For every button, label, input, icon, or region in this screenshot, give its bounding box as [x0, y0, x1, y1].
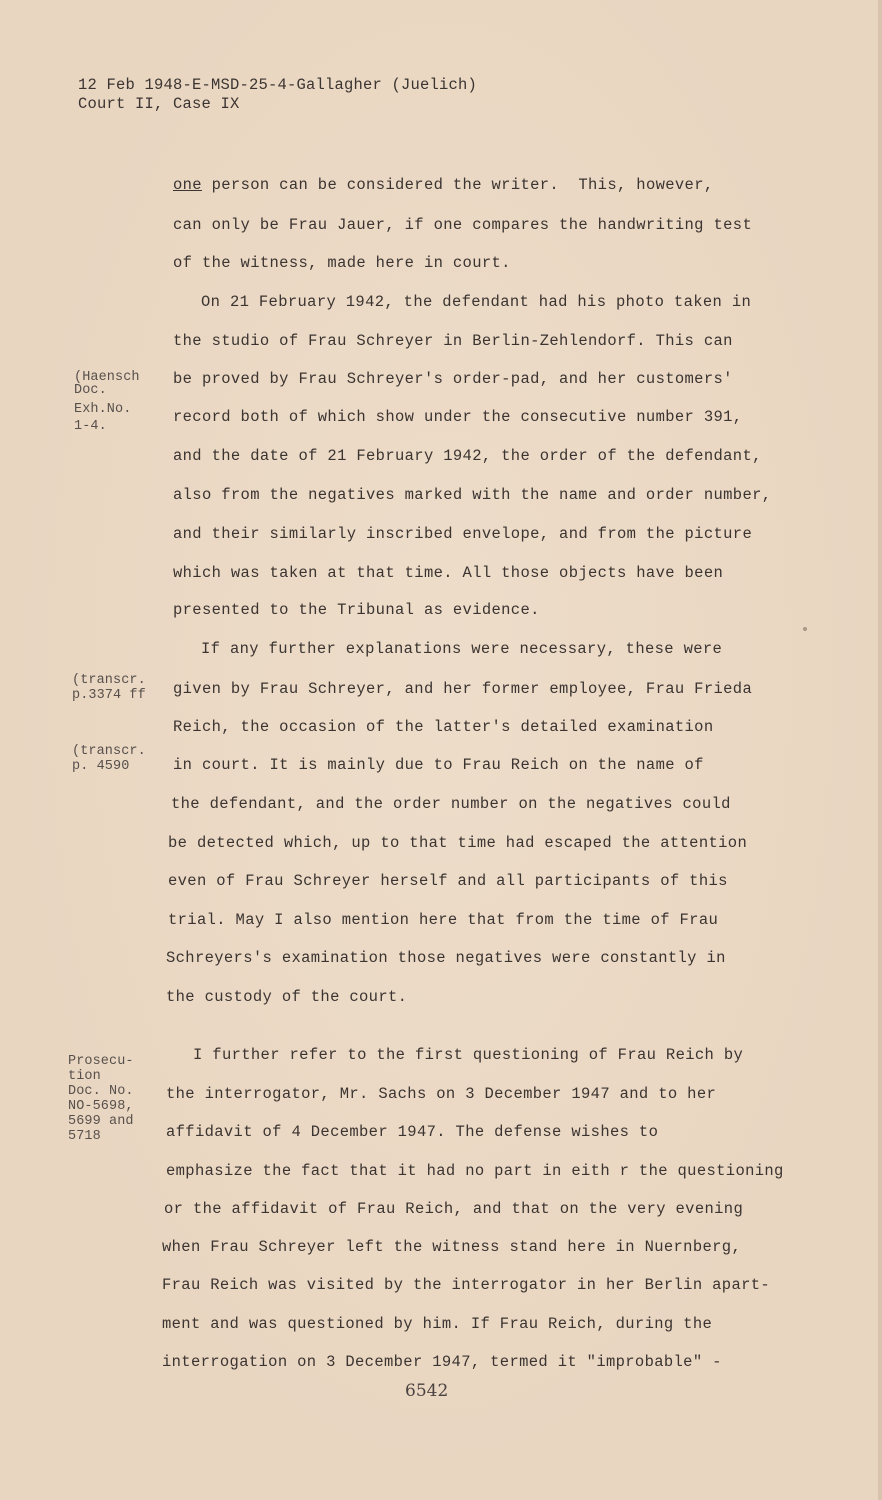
body-line: interrogation on 3 December 1947, termed it "improbable" - — [162, 1353, 722, 1371]
margin-note-transcr-4590: (transcr. p. 4590 — [72, 744, 146, 774]
body-line: of the witness, made here in court. — [173, 254, 511, 272]
body-line: emphasize the fact that it had no part in eith r the questioning — [166, 1162, 784, 1180]
body-line: or the affidavit of Frau Reich, and that on the very evening — [164, 1200, 744, 1218]
page-edge — [878, 0, 882, 1500]
body-line: in court. It is mainly due to Frau Reich on the name of — [173, 756, 704, 774]
body-line: Frau Reich was visited by the interrogator in her Berlin apart- — [162, 1276, 771, 1294]
body-line: record both of which show under the consecutive number 391, — [173, 408, 743, 426]
body-line: Schreyers's examination those negatives were constantly in — [166, 949, 726, 967]
underlined-word: one — [173, 176, 202, 194]
body-line: the custody of the court. — [166, 988, 408, 1006]
body-line: the interrogator, Mr. Sachs on 3 December 1947 and to her — [166, 1085, 717, 1103]
body-line: and their similarly inscribed envelope, and from the picture — [173, 525, 753, 543]
body-line: trial. May I also mention here that from the time of Frau — [168, 911, 719, 929]
body-line: also from the negatives marked with the name and order number, — [173, 486, 772, 504]
document-header — [78, 76, 477, 114]
paper-speck — [803, 627, 807, 631]
body-line: one person can be considered the writer. This, however, — [173, 176, 714, 194]
body-line: be proved by Frau Schreyer's order-pad, and her customers' — [173, 370, 733, 388]
body-line: and the date of 21 February 1942, the order of the defendant, — [173, 447, 762, 465]
header-line-1: 12 Feb 1948-E-MSD-25-4-Gallagher (Juelich) — [78, 76, 478, 94]
body-line: be detected which, up to that time had escaped the attention — [168, 834, 748, 852]
page-number: 6542 — [405, 1381, 449, 1401]
body-line: the defendant, and the order number on the negatives could — [171, 795, 731, 813]
margin-note-haensch: (Haensch Doc. Exh.No. 1-4. — [74, 370, 140, 434]
body-line: affidavit of 4 December 1947. The defense wishes to — [166, 1123, 659, 1141]
body-line: when Frau Schreyer left the witness stand here in Nuernberg, — [162, 1238, 742, 1256]
margin-note-transcr-3374: (transcr. p.3374 ff — [72, 673, 146, 703]
header-line-2: Court II, Case IX — [78, 95, 240, 113]
body-line: which was taken at that time. All those objects have been — [173, 564, 724, 582]
body-line: If any further explanations were necessary, these were — [201, 640, 723, 658]
body-line: presented to the Tribunal as evidence. — [173, 601, 540, 619]
body-line: the studio of Frau Schreyer in Berlin-Zehlendorf. This can — [173, 332, 733, 350]
body-line: even of Frau Schreyer herself and all participants of this — [168, 872, 728, 890]
body-line: Reich, the occasion of the latter's detailed examination — [173, 718, 714, 736]
body-line: given by Frau Schreyer, and her former employee, Frau Frieda — [173, 680, 753, 698]
body-line: On 21 February 1942, the defendant had his photo taken in — [201, 293, 752, 311]
body-line: ment and was questioned by him. If Frau Reich, during the — [162, 1315, 713, 1333]
body-line: I further refer to the first questioning of Frau Reich by — [193, 1046, 744, 1064]
margin-note-prosecution: Prosecu- tion Doc. No. NO-5698, 5699 and 5718 — [68, 1054, 134, 1144]
body-line: can only be Frau Jauer, if one compares the handwriting test — [173, 216, 753, 234]
